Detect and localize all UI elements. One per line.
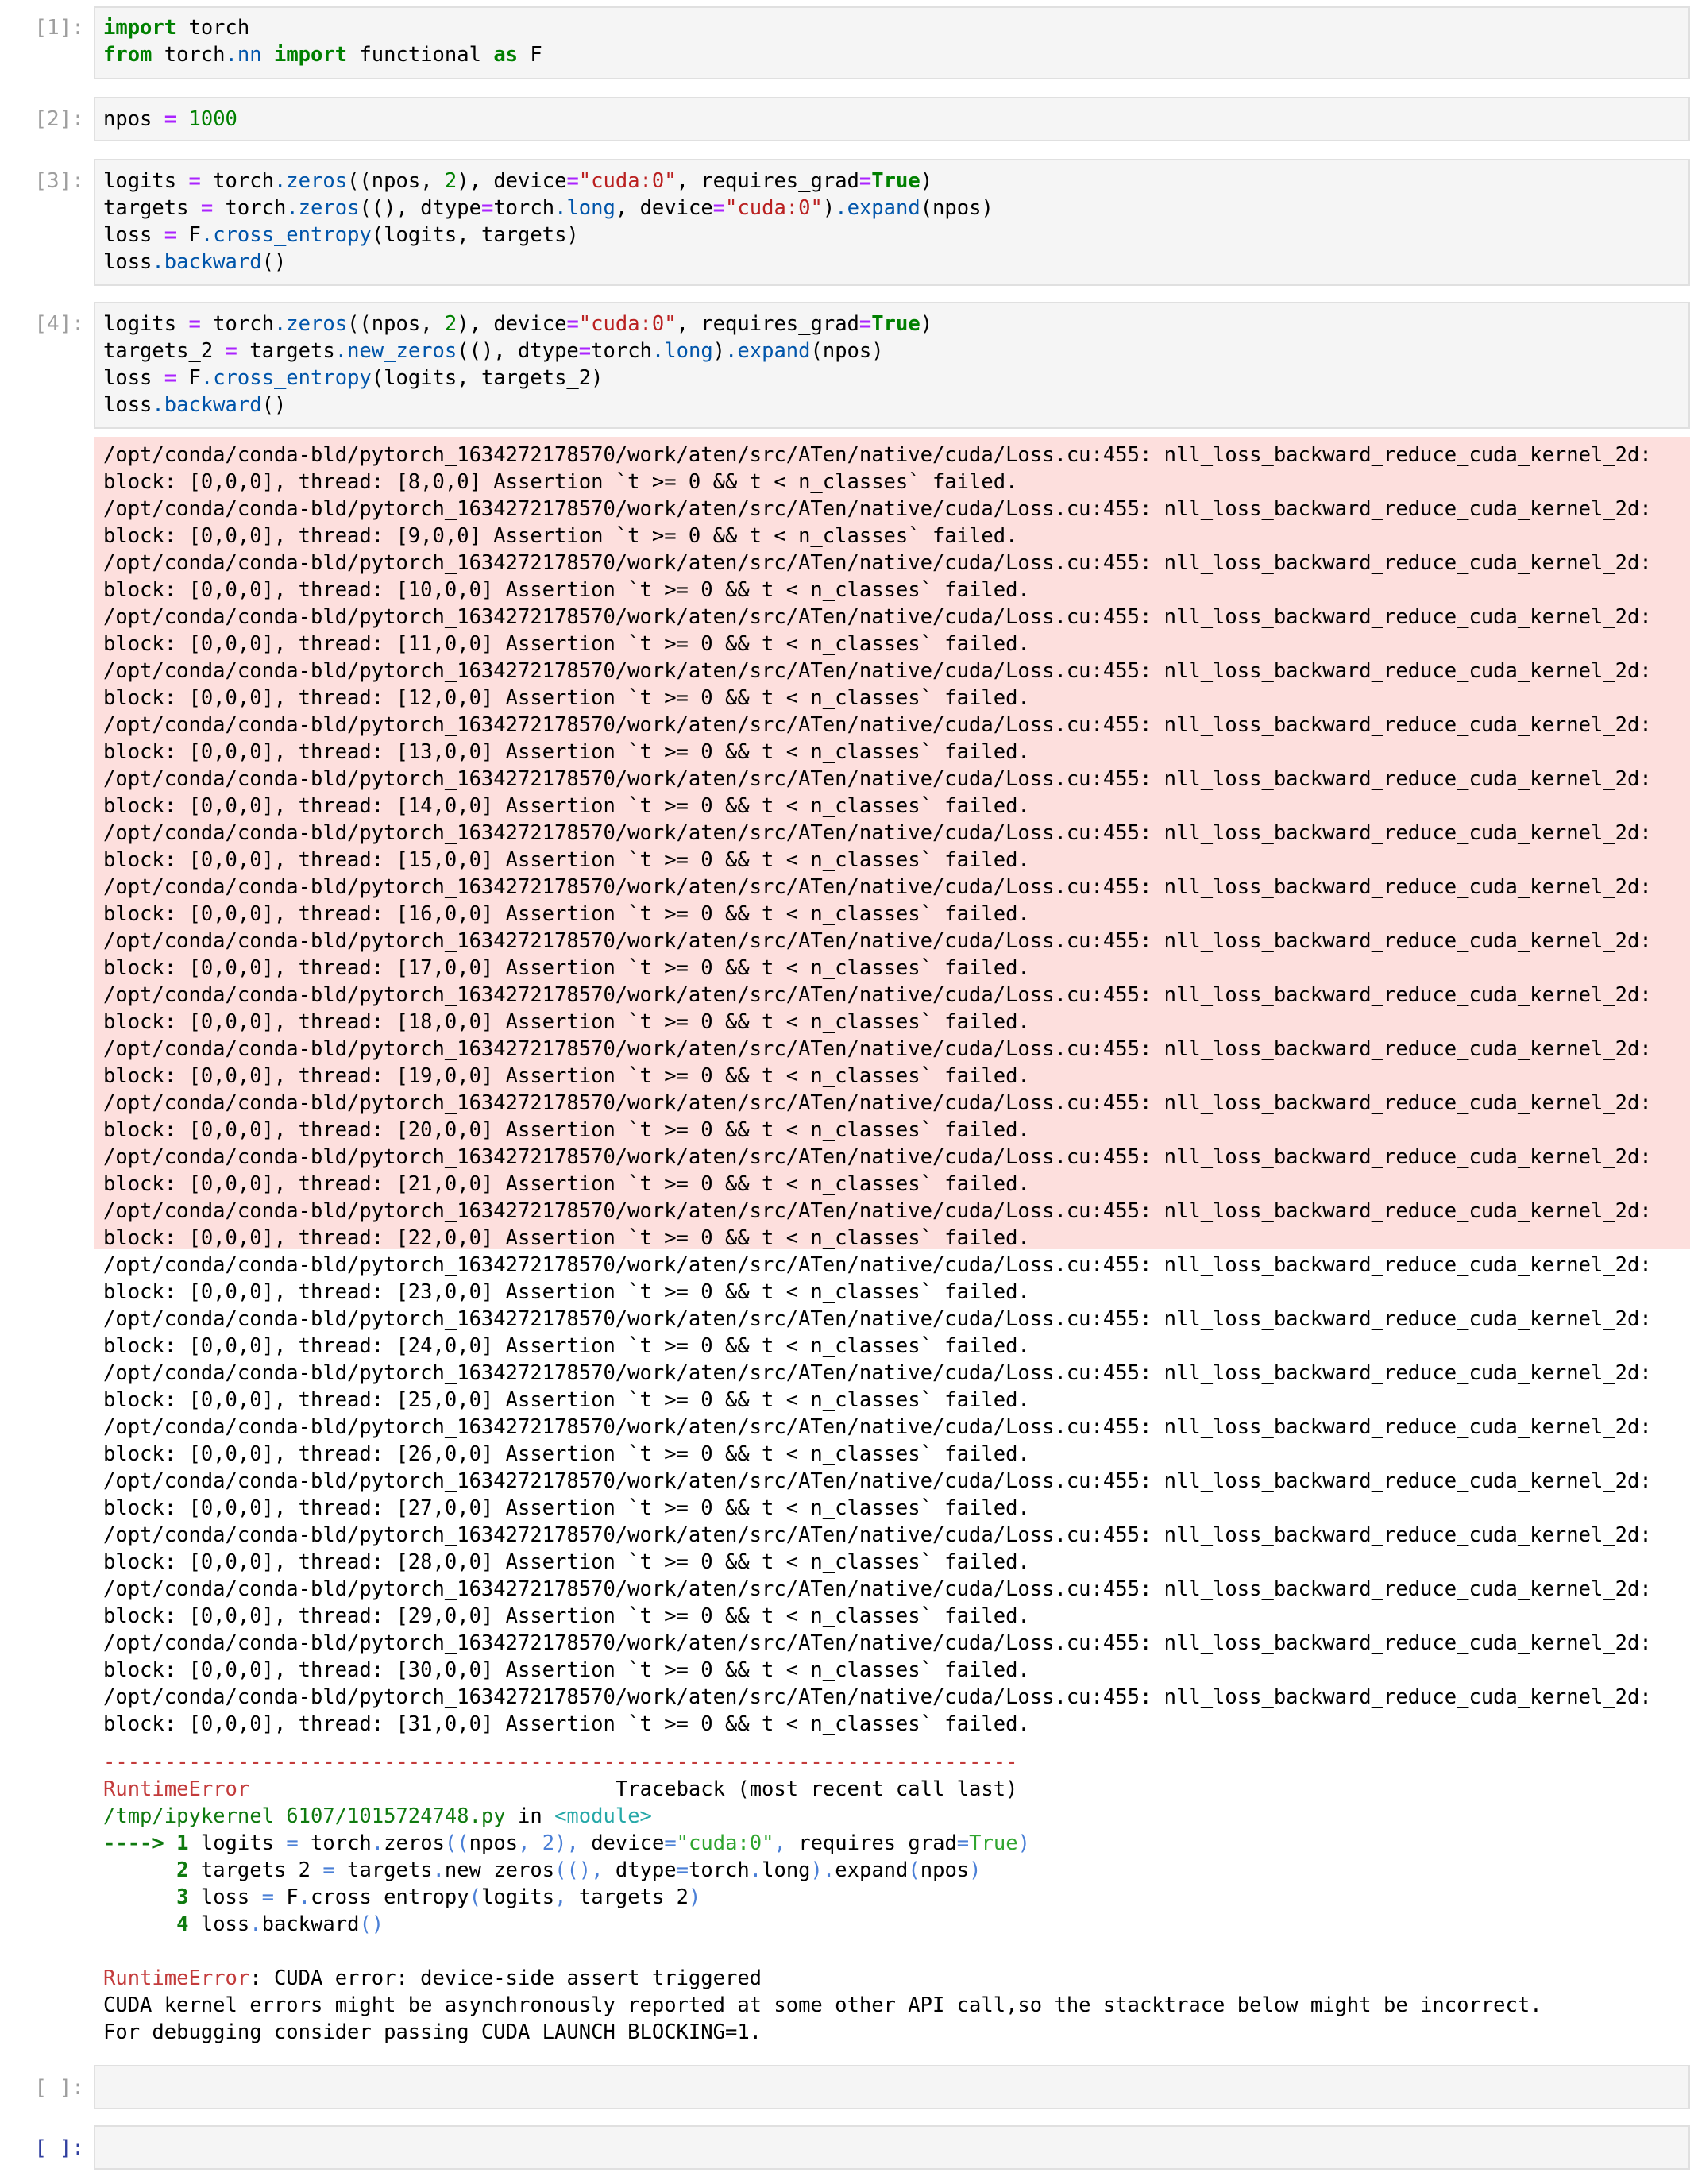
stderr-assert-line: block: [0,0,0], thread: [16,0,0] Assertion `t >= 0 && t < n_classes` failed. bbox=[103, 902, 1030, 926]
stderr-path-line: /opt/conda/conda-bld/pytorch_1634272178570/work/aten/src/ATen/native/cuda/Loss.cu:455: nll_loss_backward_reduce_cuda_kernel_2d: bbox=[103, 1469, 1652, 1493]
frame-line-number: 3 bbox=[176, 1885, 189, 1909]
stderr-assert-line: block: [0,0,0], thread: [23,0,0] Assertion `t >= 0 && t < n_classes` failed. bbox=[103, 1280, 1030, 1304]
stderr-path-line: /opt/conda/conda-bld/pytorch_1634272178570/work/aten/src/ATen/native/cuda/Loss.cu:455: nll_loss_backward_reduce_cuda_kernel_2d: bbox=[103, 1415, 1652, 1439]
cell-3-prompt: [3]: bbox=[34, 169, 84, 193]
cell-1-prompt: [1]: bbox=[34, 16, 84, 40]
traceback-arrow: ----> bbox=[103, 1831, 164, 1855]
stderr-path-line: /opt/conda/conda-bld/pytorch_1634272178570/work/aten/src/ATen/native/cuda/Loss.cu:455: nll_loss_backward_reduce_cuda_kernel_2d: bbox=[103, 1361, 1652, 1385]
stderr-assert-line: block: [0,0,0], thread: [22,0,0] Assertion `t >= 0 && t < n_classes` failed. bbox=[103, 1226, 1030, 1250]
cell-6-prompt: [ ]: bbox=[34, 2136, 84, 2160]
cell-6-input[interactable] bbox=[94, 2125, 1690, 2170]
stderr-path-line: /opt/conda/conda-bld/pytorch_1634272178570/work/aten/src/ATen/native/cuda/Loss.cu:455: nll_loss_backward_reduce_cuda_kernel_2d: bbox=[103, 1631, 1652, 1655]
frame-line-number: 1 bbox=[176, 1831, 189, 1855]
stderr-path-line: /opt/conda/conda-bld/pytorch_1634272178570/work/aten/src/ATen/native/cuda/Loss.cu:455: nll_loss_backward_reduce_cuda_kernel_2d: bbox=[103, 821, 1652, 845]
cell-3-code: logits = torch.zeros((npos, 2), device="cuda:0", requires_grad=True) targets = torch.zeros((), dtype=torch.long, device="cuda:0").expand(npos) loss = F.cross_entropy(logits, targets) loss.backward() bbox=[103, 169, 994, 274]
stderr-path-line: /opt/conda/conda-bld/pytorch_1634272178570/work/aten/src/ATen/native/cuda/Loss.cu:455: nll_loss_backward_reduce_cuda_kernel_2d: bbox=[103, 1199, 1652, 1223]
cell-2-prompt: [2]: bbox=[34, 107, 84, 131]
stderr-assert-line: block: [0,0,0], thread: [19,0,0] Assertion `t >= 0 && t < n_classes` failed. bbox=[103, 1064, 1030, 1088]
cell-1-code: import torch from torch.nn import functional as F bbox=[103, 16, 542, 67]
stderr-assert-line: block: [0,0,0], thread: [13,0,0] Assertion `t >= 0 && t < n_classes` failed. bbox=[103, 740, 1030, 764]
stderr-assert-line: block: [0,0,0], thread: [27,0,0] Assertion `t >= 0 && t < n_classes` failed. bbox=[103, 1496, 1030, 1520]
stderr-assert-line: block: [0,0,0], thread: [28,0,0] Assertion `t >= 0 && t < n_classes` failed. bbox=[103, 1550, 1030, 1574]
stderr-path-line: /opt/conda/conda-bld/pytorch_1634272178570/work/aten/src/ATen/native/cuda/Loss.cu:455: nll_loss_backward_reduce_cuda_kernel_2d: bbox=[103, 1091, 1652, 1115]
traceback-in: in bbox=[518, 1804, 542, 1828]
traceback-output: --------------------------------------------------------------------------- RuntimeError Traceback (most recent call last) /tmp/ipykernel_6107/1015724748.py in <module> ----> 1 logits = torch.zeros((npos, 2), device="cuda:0", requires_grad=True) 2 targets_2 = targets.new_zeros((), dtype=torch.long).expand(npos) 3 loss = F.cross_entropy(logits, targets_2) 4 loss.backward() RuntimeError: CUDA error: device-side assert triggered CUDA kernel errors might be asynchronously reported at some other API call,so the stacktrace below might be incorrect. For debugging consider passing CUDA_LAUNCH_BLOCKING=1. bbox=[103, 1750, 1542, 2044]
frame-line-number: 4 bbox=[176, 1912, 189, 1936]
stderr-path-line: /opt/conda/conda-bld/pytorch_1634272178570/work/aten/src/ATen/native/cuda/Loss.cu:455: nll_loss_backward_reduce_cuda_kernel_2d: bbox=[103, 1145, 1652, 1169]
traceback-separator: --------------------------------------------------------------------------- bbox=[103, 1750, 1018, 1774]
traceback-file: /tmp/ipykernel_6107/1015724748.py bbox=[103, 1804, 506, 1828]
cell-4-code: logits = torch.zeros((npos, 2), device="cuda:0", requires_grad=True) targets_2 = targets.new_zeros((), dtype=torch.long).expand(npos) loss = F.cross_entropy(logits, targets_2) loss.backward() bbox=[103, 312, 933, 417]
stderr-assert-line: block: [0,0,0], thread: [31,0,0] Assertion `t >= 0 && t < n_classes` failed. bbox=[103, 1712, 1030, 1736]
traceback-error-type: RuntimeError bbox=[103, 1777, 250, 1801]
cell-5-prompt: [ ]: bbox=[34, 2076, 84, 2100]
stderr-assert-line: block: [0,0,0], thread: [20,0,0] Assertion `t >= 0 && t < n_classes` failed. bbox=[103, 1118, 1030, 1142]
stderr-path-line: /opt/conda/conda-bld/pytorch_1634272178570/work/aten/src/ATen/native/cuda/Loss.cu:455: nll_loss_backward_reduce_cuda_kernel_2d: bbox=[103, 1307, 1652, 1331]
cell-5-input[interactable] bbox=[94, 2065, 1690, 2109]
stderr-path-line: /opt/conda/conda-bld/pytorch_1634272178570/work/aten/src/ATen/native/cuda/Loss.cu:455: nll_loss_backward_reduce_cuda_kernel_2d: bbox=[103, 1577, 1652, 1601]
stderr-assert-line: block: [0,0,0], thread: [29,0,0] Assertion `t >= 0 && t < n_classes` failed. bbox=[103, 1604, 1030, 1628]
traceback-header: Traceback (most recent call last) bbox=[615, 1777, 1018, 1801]
cell-4-prompt: [4]: bbox=[34, 312, 84, 336]
stderr-assert-line: block: [0,0,0], thread: [21,0,0] Assertion `t >= 0 && t < n_classes` failed. bbox=[103, 1172, 1030, 1196]
stderr-path-line: /opt/conda/conda-bld/pytorch_1634272178570/work/aten/src/ATen/native/cuda/Loss.cu:455: nll_loss_backward_reduce_cuda_kernel_2d: bbox=[103, 767, 1652, 791]
stderr-path-line: /opt/conda/conda-bld/pytorch_1634272178570/work/aten/src/ATen/native/cuda/Loss.cu:455: nll_loss_backward_reduce_cuda_kernel_2d: bbox=[103, 1037, 1652, 1061]
stderr-path-line: /opt/conda/conda-bld/pytorch_1634272178570/work/aten/src/ATen/native/cuda/Loss.cu:455: nll_loss_backward_reduce_cuda_kernel_2d: bbox=[103, 605, 1652, 629]
frame-line-number: 2 bbox=[176, 1858, 189, 1882]
stderr-assert-line: block: [0,0,0], thread: [11,0,0] Assertion `t >= 0 && t < n_classes` failed. bbox=[103, 632, 1030, 656]
stderr-assert-line: block: [0,0,0], thread: [17,0,0] Assertion `t >= 0 && t < n_classes` failed. bbox=[103, 956, 1030, 980]
cell-2-input[interactable] bbox=[94, 97, 1690, 141]
stderr-path-line: /opt/conda/conda-bld/pytorch_1634272178570/work/aten/src/ATen/native/cuda/Loss.cu:455: nll_loss_backward_reduce_cuda_kernel_2d: bbox=[103, 875, 1652, 899]
stderr-output bbox=[103, 442, 1652, 1738]
stderr-path-line: /opt/conda/conda-bld/pytorch_1634272178570/work/aten/src/ATen/native/cuda/Loss.cu:455: nll_loss_backward_reduce_cuda_kernel_2d: bbox=[103, 713, 1652, 737]
stderr-path-line: /opt/conda/conda-bld/pytorch_1634272178570/work/aten/src/ATen/native/cuda/Loss.cu:455: nll_loss_backward_reduce_cuda_kernel_2d: bbox=[103, 551, 1652, 575]
traceback-module: <module> bbox=[554, 1804, 652, 1828]
stderr-path-line: /opt/conda/conda-bld/pytorch_1634272178570/work/aten/src/ATen/native/cuda/Loss.cu:455: nll_loss_backward_reduce_cuda_kernel_2d: bbox=[103, 1523, 1652, 1547]
final-error-type: RuntimeError bbox=[103, 1966, 250, 1990]
stderr-assert-line: block: [0,0,0], thread: [30,0,0] Assertion `t >= 0 && t < n_classes` failed. bbox=[103, 1658, 1030, 1682]
stderr-assert-line: block: [0,0,0], thread: [14,0,0] Assertion `t >= 0 && t < n_classes` failed. bbox=[103, 794, 1030, 818]
stderr-assert-line: block: [0,0,0], thread: [15,0,0] Assertion `t >= 0 && t < n_classes` failed. bbox=[103, 848, 1030, 872]
stderr-path-line: /opt/conda/conda-bld/pytorch_1634272178570/work/aten/src/ATen/native/cuda/Loss.cu:455: nll_loss_backward_reduce_cuda_kernel_2d: bbox=[103, 659, 1652, 683]
cell-2-code: npos = 1000 bbox=[103, 107, 237, 131]
stderr-assert-line: block: [0,0,0], thread: [12,0,0] Assertion `t >= 0 && t < n_classes` failed. bbox=[103, 686, 1030, 710]
stderr-path-line: /opt/conda/conda-bld/pytorch_1634272178570/work/aten/src/ATen/native/cuda/Loss.cu:455: nll_loss_backward_reduce_cuda_kernel_2d: bbox=[103, 497, 1652, 521]
stderr-path-line: /opt/conda/conda-bld/pytorch_1634272178570/work/aten/src/ATen/native/cuda/Loss.cu:455: nll_loss_backward_reduce_cuda_kernel_2d: bbox=[103, 983, 1652, 1007]
stderr-path-line: /opt/conda/conda-bld/pytorch_1634272178570/work/aten/src/ATen/native/cuda/Loss.cu:455: nll_loss_backward_reduce_cuda_kernel_2d: bbox=[103, 1253, 1652, 1277]
stderr-assert-line: block: [0,0,0], thread: [8,0,0] Assertion `t >= 0 && t < n_classes` failed. bbox=[103, 470, 1018, 494]
stderr-assert-line: block: [0,0,0], thread: [26,0,0] Assertion `t >= 0 && t < n_classes` failed. bbox=[103, 1442, 1030, 1466]
final-error-message: : CUDA error: device-side assert triggered bbox=[249, 1966, 762, 1990]
stderr-assert-line: block: [0,0,0], thread: [25,0,0] Assertion `t >= 0 && t < n_classes` failed. bbox=[103, 1388, 1030, 1412]
stderr-assert-line: block: [0,0,0], thread: [18,0,0] Assertion `t >= 0 && t < n_classes` failed. bbox=[103, 1010, 1030, 1034]
stderr-assert-line: block: [0,0,0], thread: [10,0,0] Assertion `t >= 0 && t < n_classes` failed. bbox=[103, 578, 1030, 602]
stderr-path-line: /opt/conda/conda-bld/pytorch_1634272178570/work/aten/src/ATen/native/cuda/Loss.cu:455: nll_loss_backward_reduce_cuda_kernel_2d: bbox=[103, 1685, 1652, 1709]
stderr-assert-line: block: [0,0,0], thread: [24,0,0] Assertion `t >= 0 && t < n_classes` failed. bbox=[103, 1334, 1030, 1358]
cuda-note-2: For debugging consider passing CUDA_LAUNCH_BLOCKING=1. bbox=[103, 2020, 762, 2044]
stderr-path-line: /opt/conda/conda-bld/pytorch_1634272178570/work/aten/src/ATen/native/cuda/Loss.cu:455: nll_loss_backward_reduce_cuda_kernel_2d: bbox=[103, 929, 1652, 953]
cuda-note-1: CUDA kernel errors might be asynchronously reported at some other API call,so the stacktrace below might be incorrect. bbox=[103, 1993, 1542, 2017]
stderr-assert-line: block: [0,0,0], thread: [9,0,0] Assertion `t >= 0 && t < n_classes` failed. bbox=[103, 524, 1018, 548]
stderr-path-line: /opt/conda/conda-bld/pytorch_1634272178570/work/aten/src/ATen/native/cuda/Loss.cu:455: nll_loss_backward_reduce_cuda_kernel_2d: bbox=[103, 443, 1652, 467]
